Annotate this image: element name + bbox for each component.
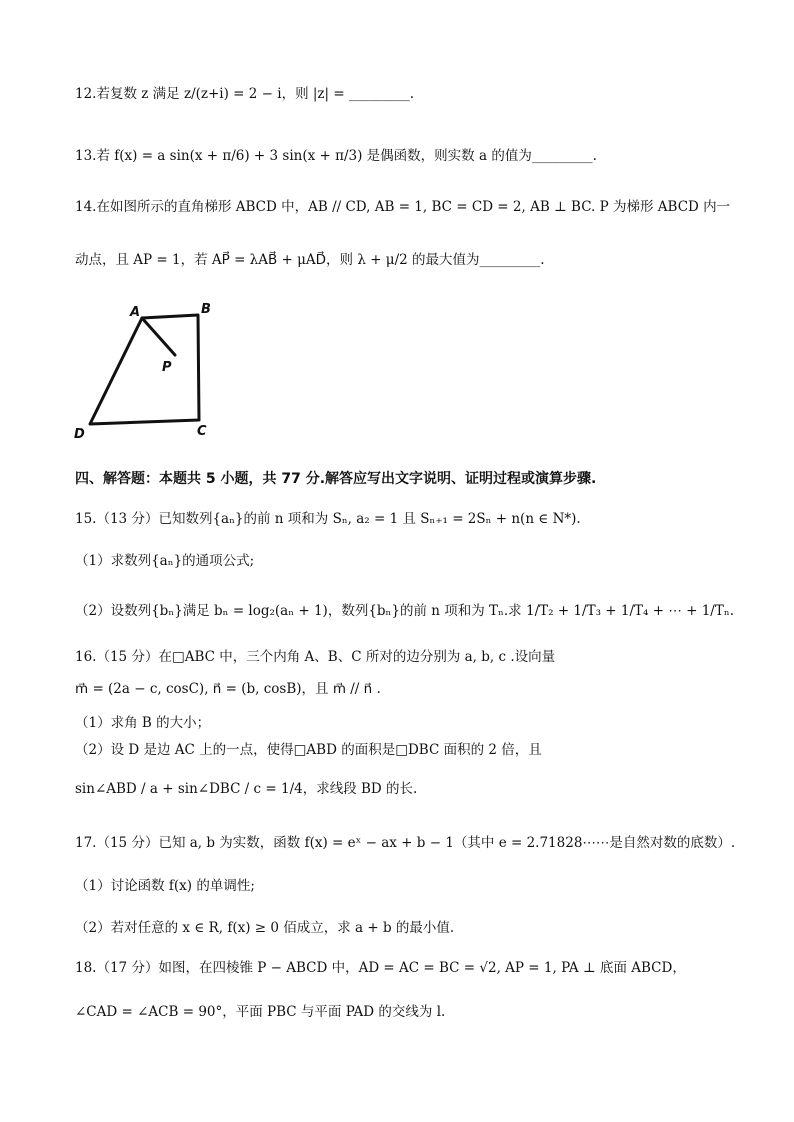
question-18-stem-2: ∠CAD = ∠ACB = 90°，平面 PBC 与平面 PAD 的交线为 l. (75, 1004, 446, 1020)
question-12: 12.若复数 z 满足 z/(z+i) = 2 − i，则 |z| = _________. (75, 86, 415, 102)
question-16-part-2b: sin∠ABD / a + sin∠DBC / c = 1/4，求线段 BD 的长. (75, 781, 418, 797)
question-16-stem-2: m⃗ = (2a − c, cosC), n⃗ = (b, cosB)，且 m⃗ // n⃗ . (75, 681, 381, 697)
question-14-line-1: 14.在如图所示的直角梯形 ABCD 中，AB // CD, AB = 1, BC = CD = 2, AB ⊥ BC. P 为梯形 ABCD 内一 (75, 199, 731, 215)
question-15-part-1: （1）求数列{aₙ}的通项公式; (75, 553, 255, 569)
question-13: 13.若 f(x) = a sin(x + π/6) + 3 sin(x + π/3) 是偶函数，则实数 a 的值为_________. (75, 148, 597, 164)
question-15-stem: 15.（13 分）已知数列{aₙ}的前 n 项和为 Sₙ, a₂ = 1 且 Sₙ₊₁ = 2Sₙ + n(n ∈ N*). (75, 511, 581, 527)
question-16-part-1: （1）求角 B 的大小； (75, 715, 211, 731)
question-15-part-2: （2）设数列{bₙ}满足 bₙ = log₂(aₙ + 1)，数列{bₙ}的前 n 项和为 Tₙ.求 1/T₂ + 1/T₃ + 1/T₄ + ⋯ + 1/Tₙ. (75, 603, 734, 619)
trapezoid-abcd-outline (90, 315, 199, 424)
question-18-stem-1: 18.（17 分）如图，在四棱锥 P − ABCD 中，AD = AC = BC = √2, AP = 1, PA ⊥ 底面 ABCD， (75, 960, 686, 976)
trapezoid-figure (68, 298, 228, 448)
question-17-part-2: （2）若对任意的 x ∈ R, f(x) ≥ 0 佰成立，求 a + b 的最小值. (75, 920, 455, 936)
label-c: C (197, 424, 207, 439)
question-14-line-2: 动点，且 AP = 1，若 AP⃗ = λAB⃗ + μAD⃗，则 λ + μ/2 的最大值为_________. (75, 252, 545, 268)
question-16-part-2: （2）设 D 是边 AC 上的一点，使得□ABD 的面积是□DBC 面积的 2 倍，且 (75, 742, 542, 758)
section-4-title: 四、解答题：本题共 5 小题，共 77 分.解答应写出文字说明、证明过程或演算步骤. (75, 471, 597, 487)
question-17-stem: 17.（15 分）已知 a, b 为实数，函数 f(x) = eˣ − ax + b − 1（其中 e = 2.71828⋯⋯是自然对数的底数）. (75, 835, 736, 851)
label-p: P (162, 360, 172, 375)
segment-ap (142, 318, 175, 355)
label-d: D (74, 427, 85, 442)
label-b: B (201, 302, 211, 317)
question-17-part-1: （1）讨论函数 f(x) 的单调性; (75, 878, 255, 894)
label-a: A (130, 305, 141, 320)
question-16-stem-1: 16.（15 分）在□ABC 中，三个内角 A、B、C 所对的边分别为 a, b, c .设向量 (75, 649, 556, 665)
